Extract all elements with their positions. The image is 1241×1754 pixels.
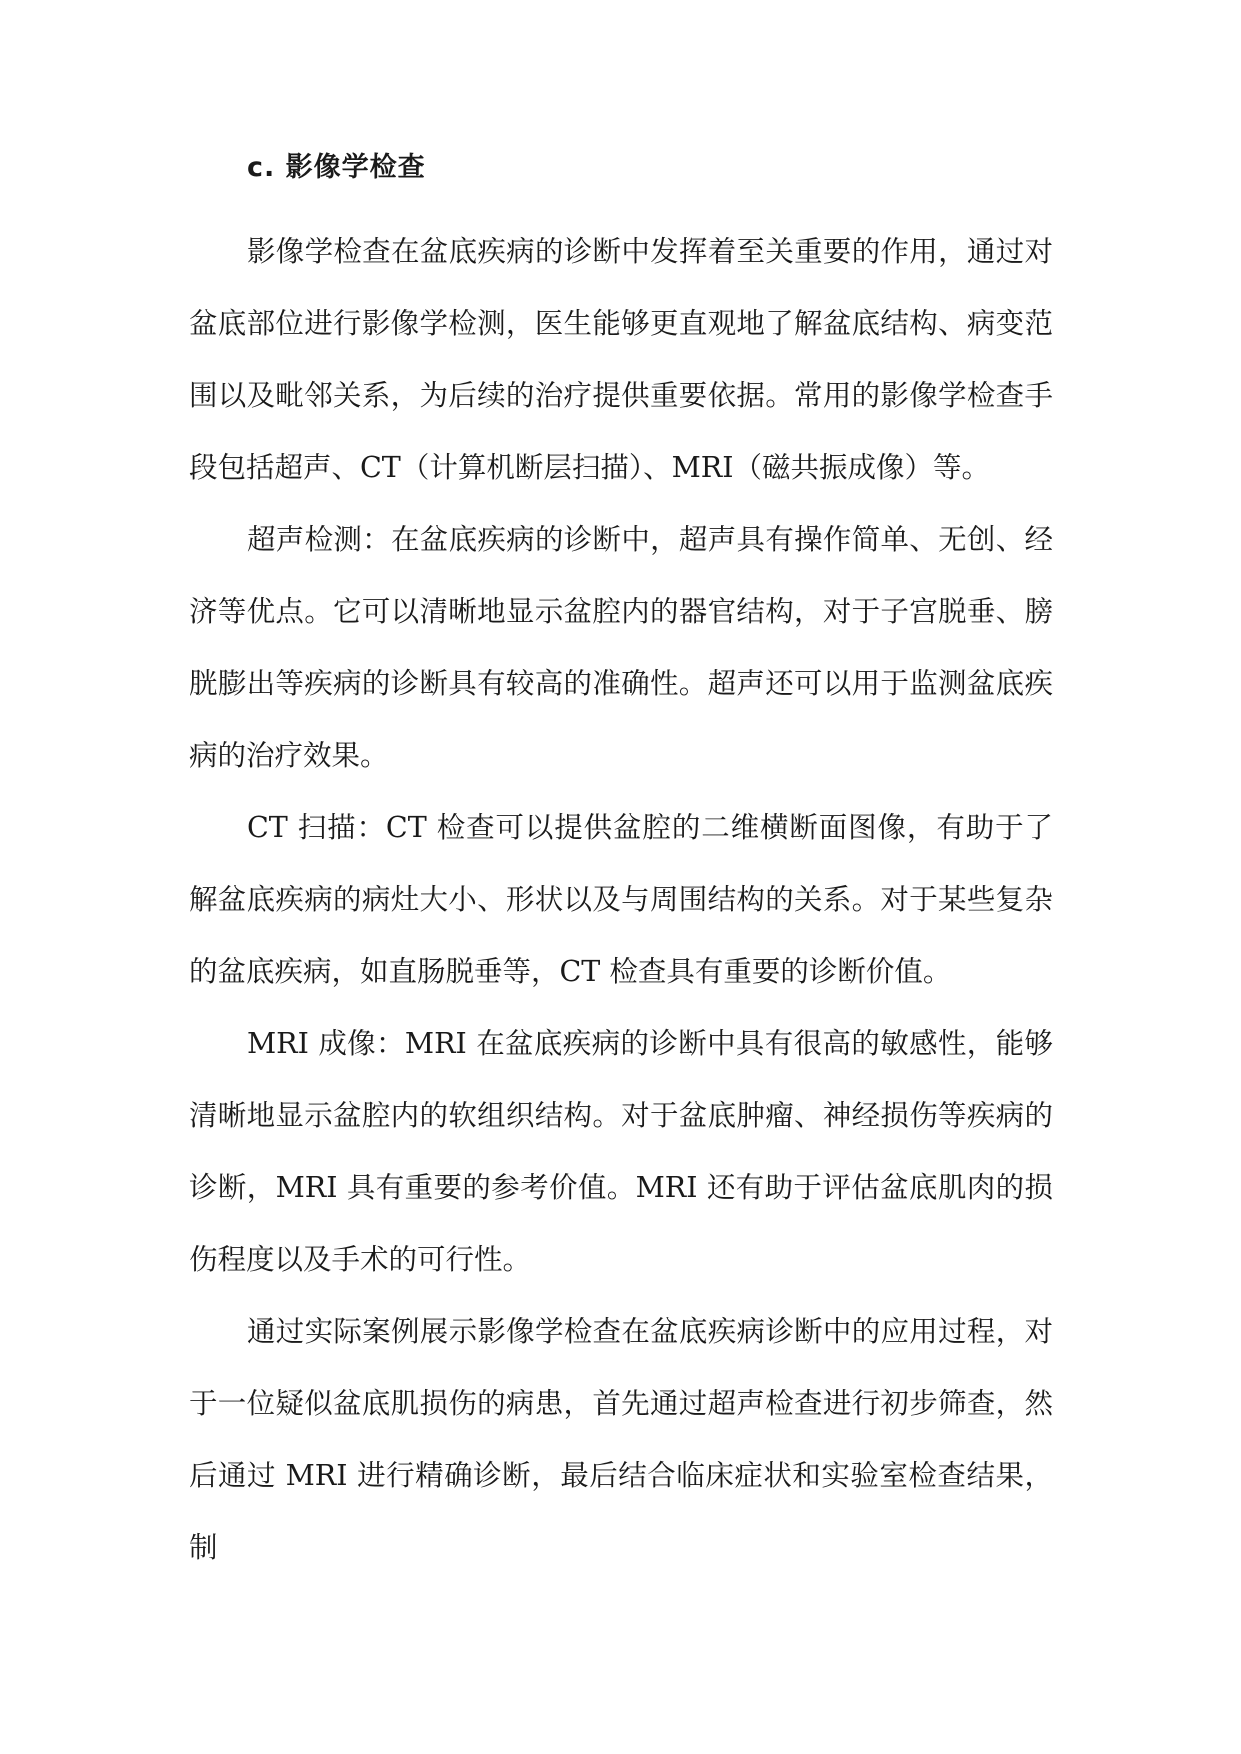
paragraph-mri: MRI 成像：MRI 在盆底疾病的诊断中具有很高的敏感性，能够清晰地显示盆腔内的软组织结构。对于盆底肿瘤、神经损伤等疾病的诊断，MRI 具有重要的参考价值。MRI 还有助于评估盆底肌肉的损伤程度以及手术的可行性。 [189,1027,1053,1276]
paragraph-intro: 影像学检查在盆底疾病的诊断中发挥着至关重要的作用，通过对盆底部位进行影像学检测，医生能够更直观地了解盆底结构、病变范围以及毗邻关系，为后续的治疗提供重要依据。常用的影像学检查手段包括超声、CT（计算机断层扫描）、MRI（磁共振成像）等。 [189,235,1053,484]
page-content [189,148,1053,1584]
paragraph-ct: CT 扫描：CT 检查可以提供盆腔的二维横断面图像，有助于了解盆底疾病的病灶大小、形状以及与周围结构的关系。对于某些复杂的盆底疾病，如直肠脱垂等，CT 检查具有重要的诊断价值。 [189,811,1053,988]
paragraph-case: 通过实际案例展示影像学检查在盆底疾病诊断中的应用过程，对于一位疑似盆底肌损伤的病患，首先通过超声检查进行初步筛查，然后通过 MRI 进行精确诊断，最后结合临床症状和实验室检查结果，制 [189,1315,1053,1564]
paragraph-ultrasound: 超声检测：在盆底疾病的诊断中，超声具有操作简单、无创、经济等优点。它可以清晰地显示盆腔内的器官结构，对于子宫脱垂、膀胱膨出等疾病的诊断具有较高的准确性。超声还可以用于监测盆底疾病的治疗效果。 [189,523,1053,772]
section-heading: c. 影像学检查 [247,152,426,183]
